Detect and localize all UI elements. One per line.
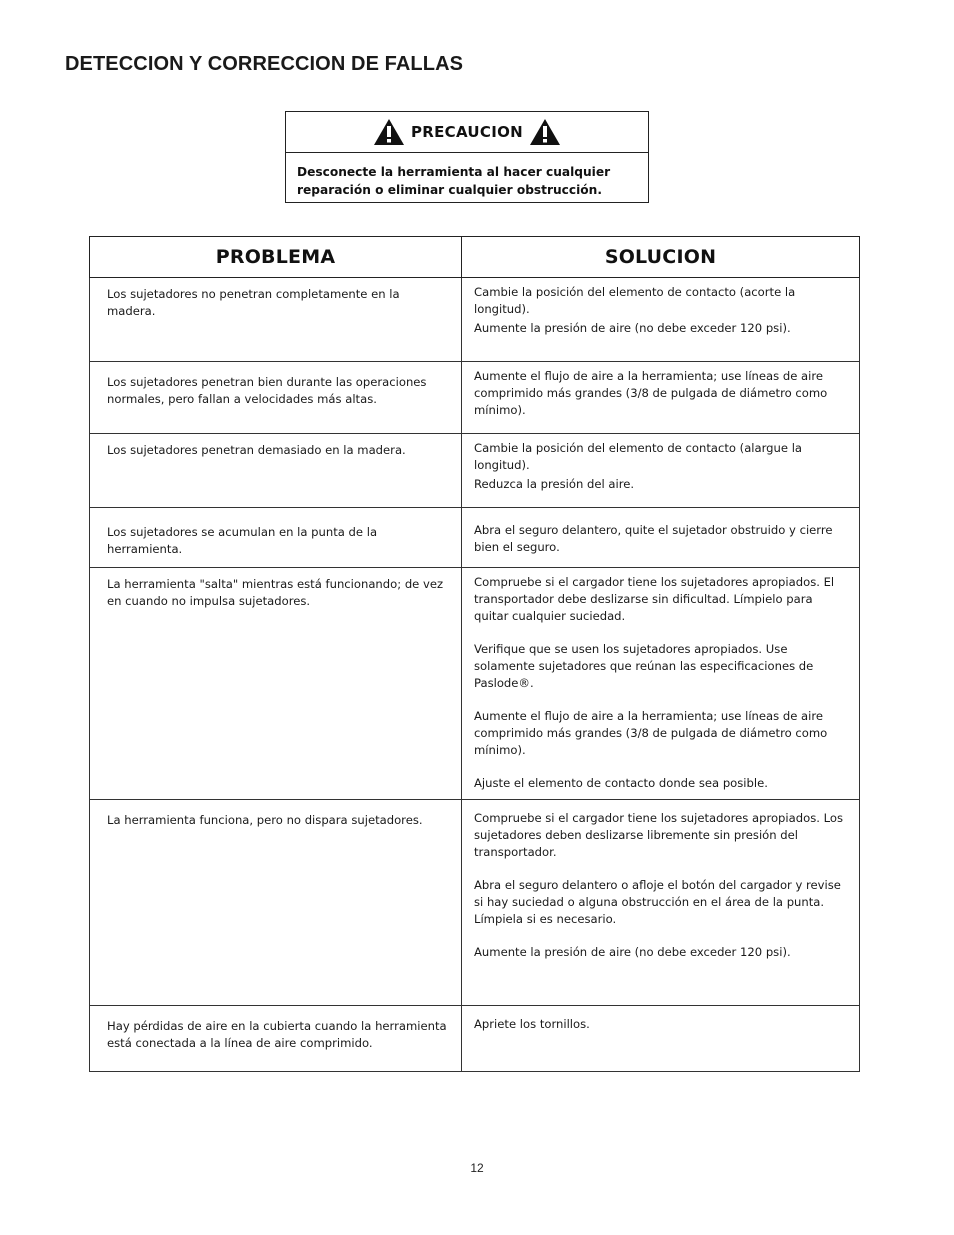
solution-cell [462,508,860,568]
page-number: 12 [470,1161,484,1175]
table-row [90,278,860,362]
solution-item: Reduzca la presión del aire. [474,477,635,491]
problem-cell: La herramienta "salta" mientras está funcionando; de vez en cuando no impulsa sujetadores. [90,568,462,800]
problem-cell: Los sujetadores se acumulan en la punta de la herramienta. [90,508,462,568]
solution-item: Compruebe si el cargador tiene los sujetadores apropiados. Los sujetadores deben deslizarse libremente sin presión del transportador. [474,811,843,859]
solution-item: Cambie la posición del elemento de contacto (acorte la longitud). [474,285,796,316]
solution-cell [462,362,860,434]
table-row [90,568,860,800]
table-row [90,1006,860,1072]
solution-item: Aumente la presión de aire (no debe exceder 120 psi). [474,945,791,959]
solution-item: Aumente la presión de aire (no debe exceder 120 psi). [474,321,791,335]
solution-item: Verifique que se usen los sujetadores apropiados. Use solamente sujetadores que reúnan las especificaciones de Paslode®. [474,642,814,690]
solution-cell [462,434,860,508]
caution-title: PRECAUCION [410,123,524,141]
warning-triangle-icon [373,118,405,146]
table-header-row [90,237,860,278]
table-row [90,800,860,1006]
table-row [90,362,860,434]
warning-triangle-icon [529,118,561,146]
caution-text: Desconecte la herramienta al hacer cualquier reparación o eliminar cualquier obstrucción. [297,165,611,197]
caution-box [285,111,649,203]
caution-header [286,112,648,153]
solution-item: Abra el seguro delantero o afloje el botón del cargador y revise si hay suciedad o alguna obstrucción en el área de la punta. Límpiela si es necesario. [474,878,841,926]
solution-item: Aumente el flujo de aire a la herramienta; use líneas de aire comprimido más grandes (3/8 de pulgada de diámetro como mínimo). [474,369,828,417]
solution-cell [462,1006,860,1072]
solution-cell [462,800,860,1006]
problem-cell: Los sujetadores penetran demasiado en la madera. [90,434,462,508]
solution-cell [462,278,860,362]
solution-cell [462,568,860,800]
solution-item: Compruebe si el cargador tiene los sujetadores apropiados. El transportador debe deslizarse sin dificultad. Límpielo para quitar cualquier suciedad. [474,575,835,623]
problem-cell: La herramienta funciona, pero no dispara sujetadores. [90,800,462,1006]
solution-column-header: SOLUCION [462,237,860,278]
problem-cell: Los sujetadores penetran bien durante las operaciones normales, pero fallan a velocidades más altas. [90,362,462,434]
troubleshooting-table [89,236,860,1072]
problem-cell: Los sujetadores no penetran completamente en la madera. [90,278,462,362]
table-row [90,434,860,508]
table-row [90,508,860,568]
solution-item: Abra el seguro delantero, quite el sujetador obstruido y cierre bien el seguro. [474,523,833,554]
solution-item: Cambie la posición del elemento de contacto (alargue la longitud). [474,441,803,472]
problem-column-header: PROBLEMA [90,237,462,278]
solution-item: Ajuste el elemento de contacto donde sea posible. [474,776,768,790]
solution-item: Aumente el flujo de aire a la herramienta; use líneas de aire comprimido más grandes (3/8 de pulgada de diámetro como mínimo). [474,709,828,757]
problem-cell: Hay pérdidas de aire en la cubierta cuando la herramienta está conectada a la línea de aire comprimido. [90,1006,462,1072]
page-title: DETECCION Y CORRECCION DE FALLAS [65,53,464,75]
solution-item: Apriete los tornillos. [474,1017,590,1031]
